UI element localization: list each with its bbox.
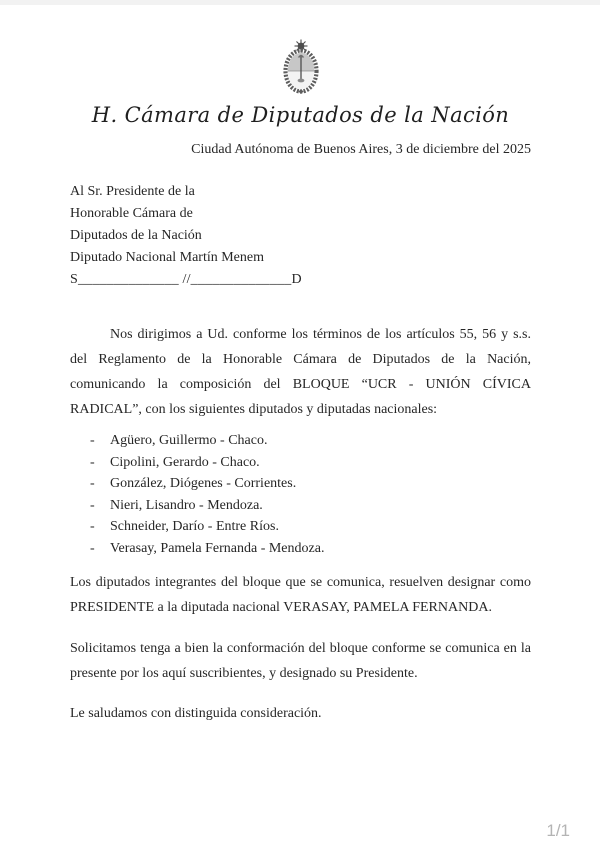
recipient-line: Honorable Cámara de <box>70 206 193 221</box>
paragraph-closing: Le saludamos con distinguida consideración. <box>70 706 322 721</box>
list-dash: - <box>90 497 95 513</box>
deputy-name: Agüero, Guillermo - Chaco. <box>110 433 268 448</box>
deputy-name: Cipolini, Gerardo - Chaco. <box>110 454 260 470</box>
list-dash: - <box>90 433 95 448</box>
letter-content <box>0 39 600 726</box>
deputy-name: Verasay, Pamela Fernanda - Mendoza. <box>110 540 325 556</box>
paragraph-request: Solicitamos tenga a bien la conformación del bloque conforme se comunica en la presente por los aquí suscribientes, y designado su Presidente. <box>70 641 531 681</box>
paragraph-intro: Nos dirigimos a Ud. conforme los términos de los artículos 55, 56 y s.s. del Reglamento de la Honorable Cámara de Diputados de la Nación, comunicando la composición del BLOQUE “UCR - UNIÓN CÍVICA RADICAL”, con los siguientes diputados y diputadas nacionales: <box>70 327 531 417</box>
list-dash: - <box>90 540 95 556</box>
list-dash: - <box>90 476 95 491</box>
recipient-line: Al Sr. Presidente de la <box>70 184 195 199</box>
list-item <box>70 538 531 560</box>
list-item <box>70 452 531 474</box>
recipient-block <box>70 181 531 291</box>
list-item <box>70 495 531 517</box>
page-indicator: 1/1 <box>546 821 570 840</box>
deputy-name: Schneider, Darío - Entre Ríos. <box>110 519 279 534</box>
list-item <box>70 473 531 495</box>
dateline: Ciudad Autónoma de Buenos Aires, 3 de diciembre del 2025 <box>191 142 531 157</box>
salutation-line: S______________ //______________D <box>70 272 302 287</box>
viewer-top-edge <box>0 0 600 5</box>
list-item <box>70 430 531 452</box>
deputies-list <box>70 430 531 559</box>
deputy-name: Nieri, Lisandro - Mendoza. <box>110 497 263 513</box>
list-dash: - <box>90 519 95 534</box>
letterhead-title: H. Cámara de Diputados de la Nación <box>91 103 510 127</box>
paragraph-president-designation: Los diputados integrantes del bloque que se comunica, resuelven designar como PRESIDENTE a la diputada nacional VERASAY, PAMELA FERNANDA. <box>70 575 531 615</box>
argentina-coat-of-arms-icon <box>70 39 531 95</box>
list-item <box>70 516 531 538</box>
recipient-line: Diputados de la Nación <box>70 228 202 243</box>
recipient-line: Diputado Nacional Martín Menem <box>70 250 265 265</box>
deputy-name: González, Diógenes - Corrientes. <box>110 476 297 491</box>
list-dash: - <box>90 454 95 470</box>
